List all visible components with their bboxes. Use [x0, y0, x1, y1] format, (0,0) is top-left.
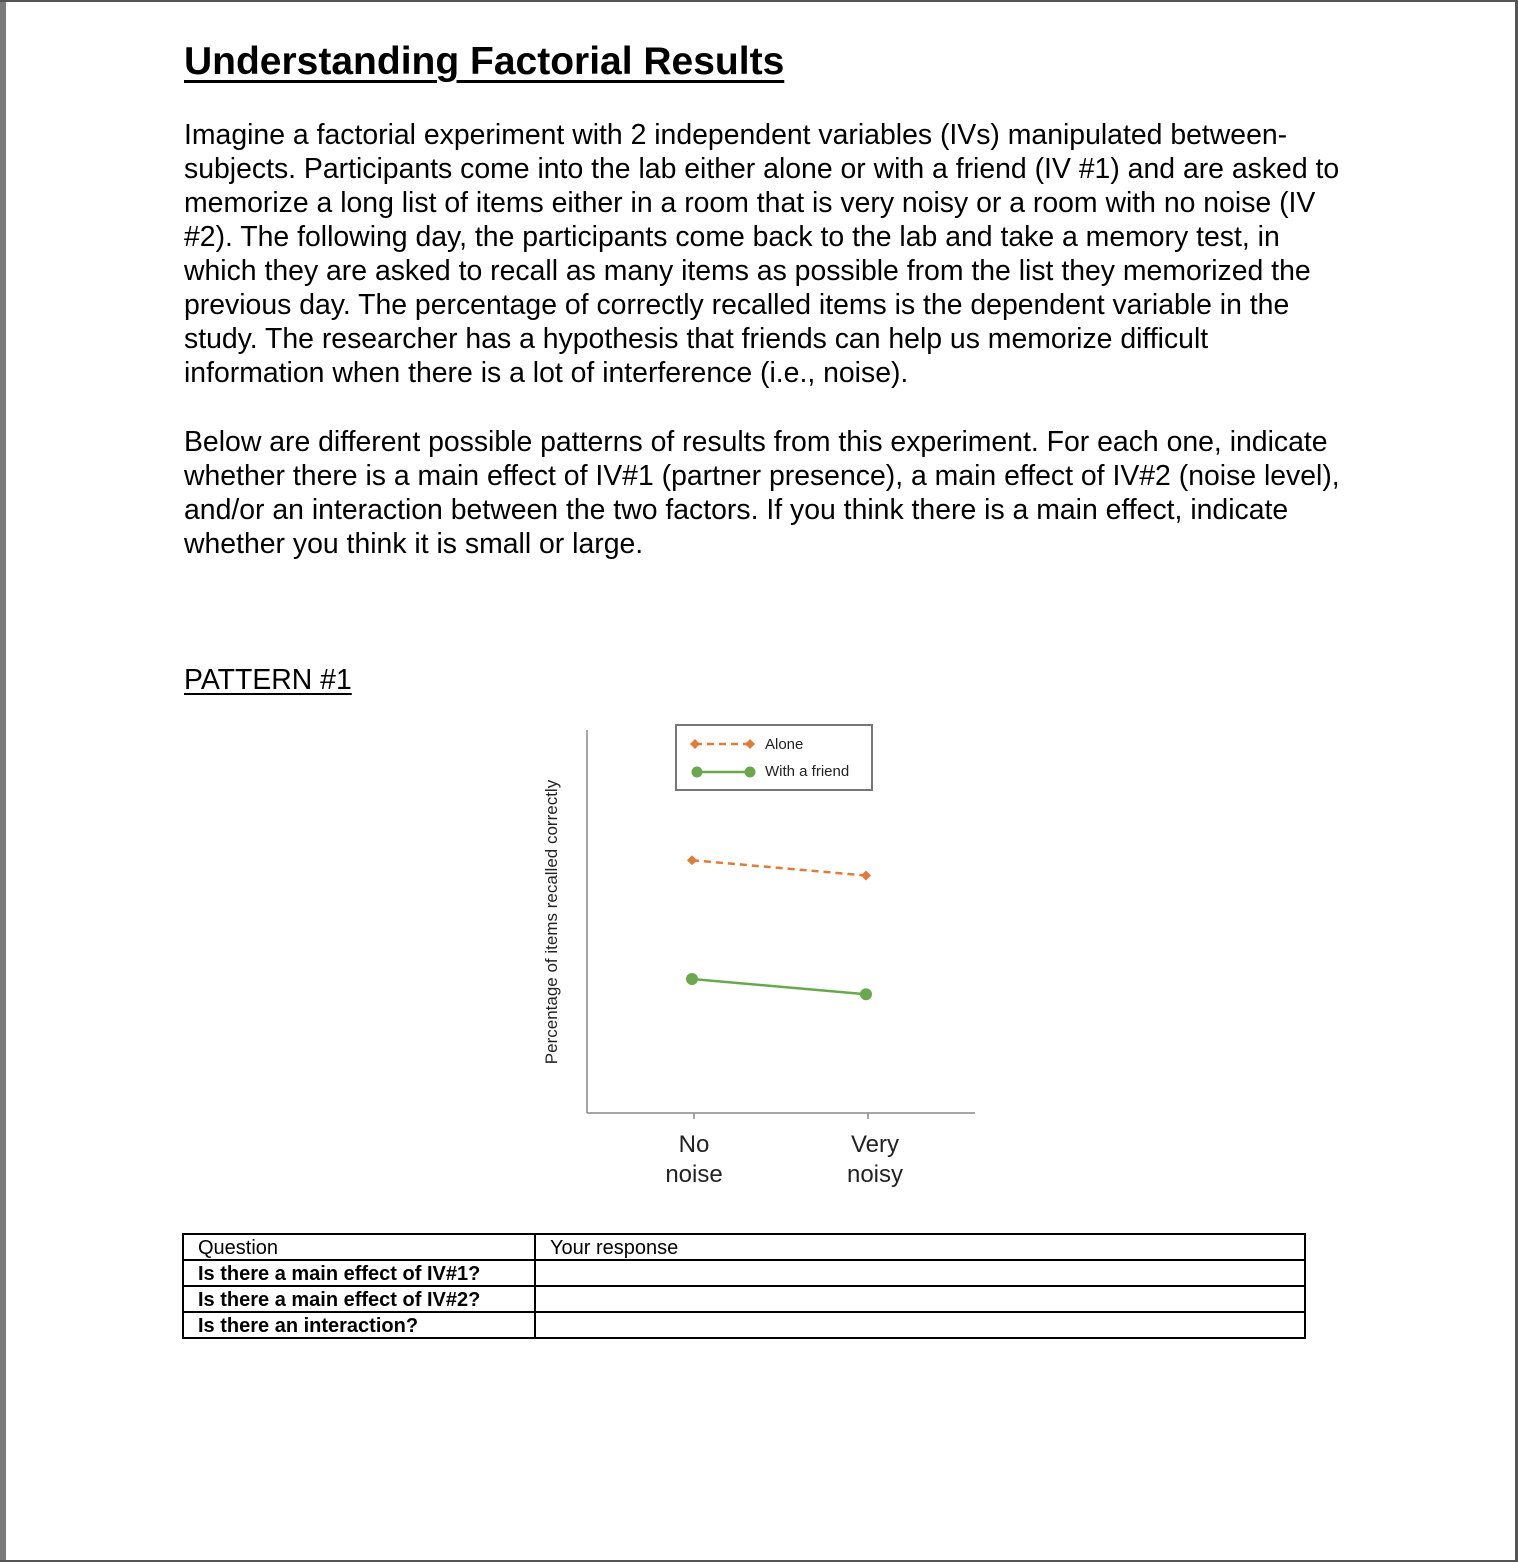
pattern-label: PATTERN #1	[184, 664, 352, 696]
response-cell[interactable]	[535, 1312, 1305, 1338]
data-point-alone-no-noise	[687, 855, 697, 865]
legend-label-alone: Alone	[765, 736, 804, 753]
data-point-with-a-friend-very-noisy	[860, 988, 872, 1000]
legend-box	[676, 725, 872, 790]
intro-paragraph: Imagine a factorial experiment with 2 independent variables (IVs) manipulated between-subjects. Participants come into the lab either alone or with a friend (IV #1) and are asked to memorize a long list of items either in a room that is very noisy or a room with no noise (IV #2). The following day, the participants come back to the lab and take a memory test, in which they are asked to recall as many items as possible from the list they memorized the previous day. The percentage of correctly recalled items is the dependent variable in the study. The researcher has a hypothesis that friends can help us memorize difficult information when there is a lot of interference (i.e., noise).	[184, 119, 1340, 389]
question-cell: Is there an interaction?	[183, 1312, 535, 1338]
legend-marker-friend	[692, 767, 703, 778]
window-top-border	[0, 0, 1518, 2]
pattern-1-chart	[520, 715, 990, 1205]
x-tick-label-very-noisy-line1: Very	[850, 1131, 900, 1158]
data-point-alone-very-noisy	[861, 871, 871, 881]
page-title: Understanding Factorial Results	[184, 40, 785, 83]
x-tick-label-very-noisy-line2: noisy	[846, 1161, 904, 1188]
series-line-with-a-friend	[692, 979, 866, 994]
data-point-with-a-friend-no-noise	[686, 973, 698, 985]
series-line-alone	[692, 860, 866, 875]
question-cell: Is there a main effect of IV#2?	[183, 1286, 535, 1312]
y-axis-label: Percentage of items recalled correctly	[542, 779, 561, 1065]
response-table	[182, 1233, 1306, 1339]
header-question: Question	[183, 1234, 535, 1260]
response-cell[interactable]	[535, 1260, 1305, 1286]
instructions-paragraph: Below are different possible patterns of results from this experiment. For each one, indicate whether there is a main effect of IV#1 (partner presence), a main effect of IV#2 (noise level), and/or an interaction between the two factors. If you think there is a main effect, indicate whether you think it is small or large.	[184, 426, 1340, 560]
x-tick-label-no-noise-line2: noise	[665, 1161, 723, 1188]
header-response: Your response	[535, 1234, 1305, 1260]
window-left-border	[0, 0, 6, 1562]
legend-marker-friend	[745, 767, 756, 778]
legend-label-friend: With a friend	[765, 763, 850, 780]
table-row	[183, 1312, 1305, 1338]
x-tick-label-no-noise-line1: No	[678, 1131, 710, 1158]
question-cell: Is there a main effect of IV#1?	[183, 1260, 535, 1286]
response-cell[interactable]	[535, 1286, 1305, 1312]
table-row	[183, 1260, 1305, 1286]
table-row	[183, 1286, 1305, 1312]
table-header-row	[183, 1234, 1305, 1260]
